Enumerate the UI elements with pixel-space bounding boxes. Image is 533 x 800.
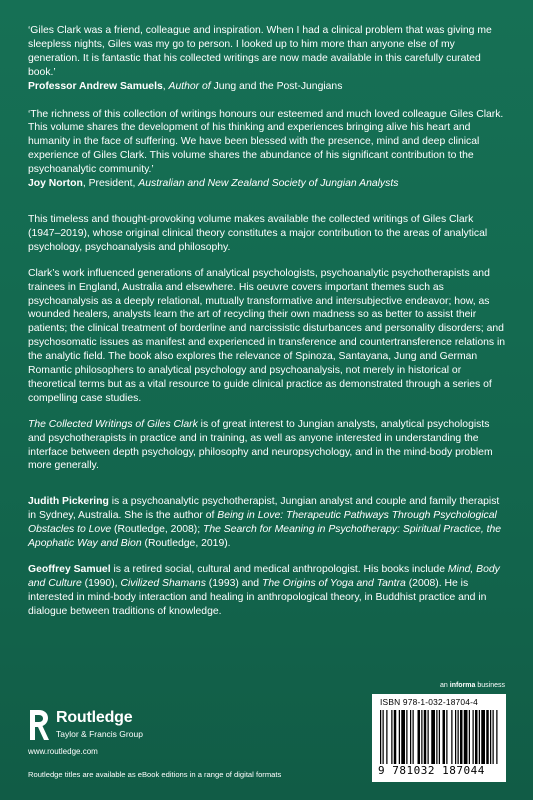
description-paragraph: Clark’s work influenced generations of analytical psychologists, psychoanalytic psychotherapists and trainees in England, Australia and elsewhere. His oeuvre covers important themes such as psychoanalysis as a deeply relational, mutually transformative and intersubjective endeavor; how, as wounded healers, analysts learn the art of recycling their own madness so as better to assist their patients; the clinical treatment of borderline and narcissistic disturbances and personality disorders; and psychosomatic issues as manifest and experienced in transference and countertransference relations in the analytic field. The book also explores the relevance of Spinoza, Santayana, Jung and German Romantic philosophers to analytical psychology and psychoanalysis, not merely in historical or theoretical terms but as a vital resource to guide clinical practice as demonstrated through a series of compelling case studies.: [28, 267, 506, 404]
endorser-role-rest: Jung and the Post-Jungians: [213, 80, 343, 92]
bio-book-title: The Search for Meaning in Psychotherapy: Spiritual Practice, the Apophatic Way and Bion: [28, 524, 502, 550]
editor-bios: [28, 495, 508, 618]
endorsement-quote: ‘The richness of this collection of writings honours our esteemed and much loved colleague Giles Clark. This volume shares the development of his thinking and experiences bringing alive his heart and humanity in the face of suffering. We have been blessed with the presence, mind and deep clinical experience of Giles Clark. This volume shares the abundance of his significant contribution to the psychoanalytic community.’: [28, 108, 504, 176]
barcode-bar: [473, 710, 474, 764]
endorser-role-prefix: , President,: [82, 178, 139, 190]
ebook-note: Routledge titles are available as eBook editions in a range of digital formats: [28, 770, 282, 779]
editor-name: Judith Pickering: [28, 496, 109, 508]
barcode-bar: [386, 710, 387, 764]
barcode-bar: [490, 710, 491, 764]
routledge-r-icon: [28, 708, 50, 742]
endorser-role-italic: Author of: [168, 80, 214, 92]
barcode-bar: [394, 710, 397, 764]
endorsement-samuels: [28, 24, 508, 94]
barcode-bar: [436, 710, 437, 764]
barcode-bar: [421, 710, 422, 764]
barcode-bar: [464, 710, 468, 764]
barcode-bar: [383, 710, 384, 764]
barcode-bar: [413, 710, 414, 764]
barcode-bar: [399, 710, 400, 764]
informa-tagline: [440, 682, 505, 689]
description-text: is of great interest to Jungian analysts, analytical psychologists and psychotherapists in practice and in training, as well as anyone interested in understanding the interface between depth psychology, philosophy and neuropsychology, and in the mind-body problem more generally.: [28, 418, 493, 472]
description-paragraph: This timeless and thought-provoking volume makes available the collected writings of Giles Clark (1947–2019), whose original clinical theory constitutes a major contribution to the areas of analytical psychology, psychoanalysis and philosophy.: [28, 213, 488, 253]
bio-text: (1990),: [81, 577, 121, 589]
endorsement-quote: ‘Giles Clark was a friend, colleague and inspiration. When I had a clinical problem that was giving me sleepless nights, Giles was my go to person. I looked up to him more than anyone else of my generation. It is fantastic that his collected writings are now made available in this carefully curated book.’: [28, 25, 492, 78]
barcode-bar: [451, 710, 452, 764]
bio-text: (Routledge, 2008);: [111, 524, 204, 536]
publisher-name: Routledge: [56, 709, 133, 726]
bio-text: (Routledge, 2019).: [141, 538, 231, 550]
endorser-line: [28, 177, 508, 191]
cover-footer: [0, 680, 533, 800]
bio-samuel: [28, 563, 508, 619]
routledge-logo: [28, 708, 168, 744]
endorser-role-prefix: ,: [162, 80, 169, 92]
barcode-bar: [443, 710, 446, 764]
barcode-bar: [475, 710, 478, 764]
barcode-bars: [380, 710, 498, 764]
cover-text: [28, 24, 508, 631]
barcode-bar: [458, 710, 459, 764]
barcode-bar: [380, 710, 381, 764]
bio-pickering: [28, 495, 508, 551]
informa-brand: informa: [449, 682, 476, 689]
bio-book-title: The Origins of Yoga and Tantra: [261, 577, 406, 589]
bio-text: is a psychoanalytic psychotherapist, Jungian analyst and couple and family therapist in Sydney, Australia. She is the author of: [28, 496, 500, 522]
endorser-line: [28, 80, 508, 94]
bio-book-title: Civilized Shamans: [120, 577, 206, 589]
bio-text: (2008). He is interested in mind-body interaction and healing in anthropological theory, in Buddhist practice and in dialogue between traditions of knowledge.: [28, 577, 487, 617]
publisher-group: Taylor & Francis Group: [56, 729, 143, 739]
barcode-bar: [469, 710, 470, 764]
publisher-website[interactable]: www.routledge.com: [28, 747, 98, 756]
description-paragraph: [28, 418, 508, 474]
book-title: The Collected Writings of Giles Clark: [28, 418, 198, 430]
barcode-bar: [460, 710, 463, 764]
endorser-name: Joy Norton: [28, 178, 83, 190]
endorsement-norton: [28, 108, 508, 191]
book-description: [28, 213, 508, 473]
barcode-bar: [481, 710, 485, 764]
barcode-bar: [496, 710, 497, 764]
barcode-bar: [455, 710, 456, 764]
endorser-name: Professor Andrew Samuels: [28, 80, 163, 92]
endorser-role-italic: Australian and New Zealand Society of Jungian Analysts: [138, 178, 399, 190]
barcode-bar: [410, 710, 411, 764]
isbn-barcode: [372, 694, 506, 782]
barcode-bar: [391, 710, 392, 764]
barcode-bar: [493, 710, 494, 764]
barcode-bar: [431, 710, 435, 764]
barcode-bar: [418, 710, 421, 764]
isbn-text: ISBN 978-1-032-18704-4: [380, 697, 478, 707]
editor-name: Geoffrey Samuel: [28, 564, 111, 575]
bio-book-title: Being in Love: Therapeutic Pathways Through Psychological Obstacles to Love: [28, 510, 497, 536]
barcode-bar: [486, 710, 489, 764]
bio-text: (1993) and: [205, 577, 262, 589]
bio-book-title: Mind, Body and Culture: [28, 564, 500, 589]
barcode-bar: [401, 710, 405, 764]
barcode-bar: [446, 710, 447, 764]
bio-text: is a retired social, cultural and medical anthropologist. His books include: [110, 564, 448, 575]
barcode-bar: [428, 710, 429, 764]
informa-prefix: an: [440, 682, 450, 689]
barcode-bar: [424, 710, 427, 764]
informa-suffix: business: [475, 682, 505, 689]
barcode-bar: [439, 710, 440, 764]
barcode-digits: 9 781032 187044: [378, 764, 485, 777]
barcode-bar: [479, 710, 480, 764]
barcode-bar: [406, 710, 407, 764]
